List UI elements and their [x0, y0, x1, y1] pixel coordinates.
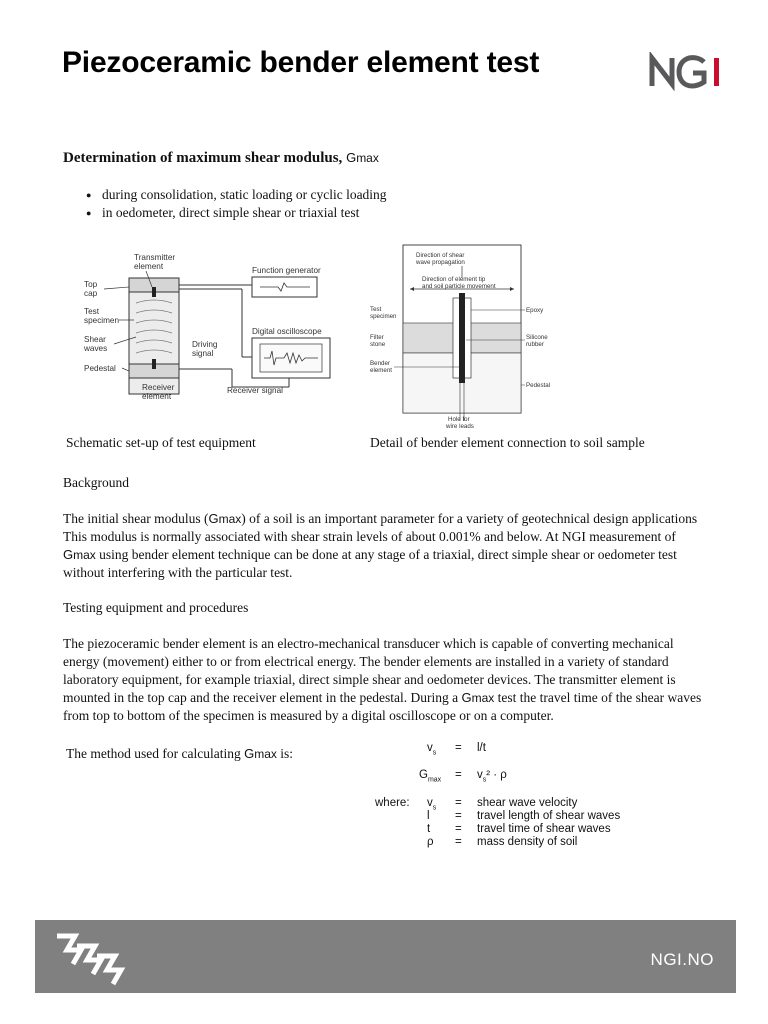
label-function-generator: Function generator [252, 266, 321, 275]
def-equals-3: = [455, 836, 462, 848]
ngi-symbol-icon [53, 928, 135, 988]
label-transmitter-2: element [134, 262, 164, 271]
label-test-specimen-r1: Test [370, 306, 382, 313]
list-item: ● in oedometer, direct simple shear or triaxial test [64, 204, 387, 222]
caption-left: Schematic set-up of test equipment [66, 435, 256, 450]
label-direction-shear-2: wave propagation [416, 259, 465, 266]
def-sym-0-main: v [427, 797, 433, 809]
label-receiver-1: Receiver [142, 383, 175, 392]
def-desc-0: shear wave velocity [477, 797, 578, 809]
label-top-cap-1: Top [84, 280, 98, 289]
label-receiver-2: element [142, 392, 172, 401]
eq1-equals: = [455, 742, 462, 754]
g-letter: G [63, 547, 74, 562]
eq2-rhs [477, 769, 507, 783]
eq2-v-sub: s [482, 776, 487, 784]
label-hole-2: wire leads [446, 423, 474, 430]
method-text-a: The method used for calculating [66, 746, 245, 761]
label-silicone-rubber-1: Silicone [526, 334, 548, 341]
bg-text-b: ) of a soil is an important parameter for a variety of geotechnical design applications This modulus is normally associated with shear strain levels of about 0.001% and below. At NGI measurement of [63, 511, 698, 544]
def-equals-2: = [455, 823, 462, 835]
g-sub: max [73, 548, 96, 562]
intro-heading-text: Determination of maximum shear modulus, [63, 150, 343, 166]
label-epoxy: Epoxy [526, 307, 544, 314]
g-sub: max [218, 512, 242, 526]
g-sub: max [471, 691, 495, 705]
proc-text-a: The piezoceramic bender element is an electro-mechanical transducer which is capable of converting mechanical energy (movement) either to or from electrical energy. The bender elements are installed in a variety of standard laboratory equipment, for example triaxial, direct simple shear and oedometer devices. The transmitter element is mounted in the top cap and the receiver element in the pedestal. During a [63, 636, 676, 705]
label-transmitter-1: Transmitter [134, 253, 176, 262]
gmax-symbol [346, 150, 379, 165]
def-desc-1: travel length of shear waves [477, 810, 621, 822]
intro-bullet-list [64, 186, 387, 222]
label-hole-1: Hole for [448, 416, 470, 423]
label-filter-stone-1: Filter [370, 334, 384, 341]
label-top-cap-2: cap [84, 289, 98, 298]
def-desc-3: mass density of soil [477, 836, 578, 848]
label-shear-waves-1: Shear [84, 335, 106, 344]
def-sym-0-sub: s [432, 804, 437, 812]
label-receiver-signal: Receiver signal [227, 386, 283, 395]
label-bender-element-2: element [370, 367, 393, 374]
list-item: ● during consolidation, static loading or cyclic loading [64, 186, 387, 204]
bg-text-c: using bender element technique can be done at any stage of a triaxial, direct simple shear or oedometer test without interfering with the particular test. [63, 547, 677, 580]
label-driving-signal-1: Driving [192, 340, 218, 349]
bender-detail-figure [370, 243, 558, 433]
caption-right: Detail of bender element connection to soil sample [370, 435, 645, 450]
g-sub: max [254, 747, 277, 761]
eq2-g: G [419, 769, 428, 781]
proc-text-b: test the travel time of the shear waves from top to bottom of the specimen is measured by a digital oscilloscope or on a computer. [63, 690, 702, 723]
formula-block [375, 742, 675, 854]
intro-heading [63, 150, 379, 167]
method-line [66, 745, 293, 763]
method-text-b: is: [276, 746, 294, 761]
where-label: where: [375, 797, 410, 809]
label-test-specimen-2: specimen [84, 316, 120, 325]
eq1-v-sub: s [432, 749, 437, 757]
label-direction-tip-2: and soil particle movement [422, 283, 496, 290]
label-pedestal: Pedestal [84, 364, 116, 373]
label-driving-signal-2: signal [192, 349, 214, 358]
eq2-tail: ² · ρ [486, 769, 507, 781]
g-letter: G [208, 511, 219, 526]
label-digital-oscilloscope: Digital oscilloscope [252, 327, 322, 336]
background-paragraph [63, 510, 703, 582]
label-pedestal-r: Pedestal [526, 382, 551, 389]
def-sym-2: t [427, 823, 431, 835]
g-letter: G [244, 746, 255, 761]
label-bender-element-1: Bender [370, 360, 390, 367]
eq2-lhs [419, 769, 441, 783]
bg-text-a: The initial shear modulus ( [63, 511, 209, 526]
background-heading: Background [63, 475, 129, 490]
def-sym-1: l [427, 810, 430, 822]
page-title: Piezoceramic bender element test [62, 46, 540, 79]
eq1-lhs [427, 742, 436, 756]
g-sub: max [356, 151, 379, 165]
ngi-logo [648, 52, 730, 92]
gmax-inline-1 [208, 511, 241, 526]
g-letter: G [346, 150, 357, 165]
gmax-inline-3 [461, 690, 494, 705]
label-test-specimen-1: Test [84, 307, 100, 316]
def-sym-3: ρ [427, 836, 434, 848]
footer-site-link[interactable]: NGI.NO [650, 950, 714, 969]
def-equals-0: = [455, 797, 462, 809]
label-direction-shear-1: Direction of shear [416, 252, 465, 259]
eq2-v: v [477, 769, 483, 781]
g-letter: G [461, 690, 472, 705]
receiver-element [152, 359, 156, 369]
procedures-paragraph [63, 635, 703, 725]
bender-element [459, 293, 465, 383]
procedures-heading: Testing equipment and procedures [63, 600, 249, 615]
schematic-setup-figure [84, 247, 342, 413]
eq1-rhs: l/t [477, 742, 486, 754]
gmax-inline-4 [244, 746, 277, 761]
transmitter-element [152, 287, 156, 297]
eq1-v: v [427, 742, 433, 754]
def-desc-2: travel time of shear waves [477, 823, 611, 835]
eq2-equals: = [455, 769, 462, 781]
def-equals-1: = [455, 810, 462, 822]
label-shear-waves-2: waves [84, 344, 108, 353]
eq2-g-sub: max [427, 776, 442, 784]
label-test-specimen-r2: specimen [370, 313, 397, 320]
label-silicone-rubber-2: rubber [526, 341, 544, 348]
footer-band [35, 920, 736, 993]
gmax-inline-2 [63, 547, 96, 562]
label-direction-tip-1: Direction of element tip [422, 276, 486, 283]
label-filter-stone-2: stone [370, 341, 386, 348]
